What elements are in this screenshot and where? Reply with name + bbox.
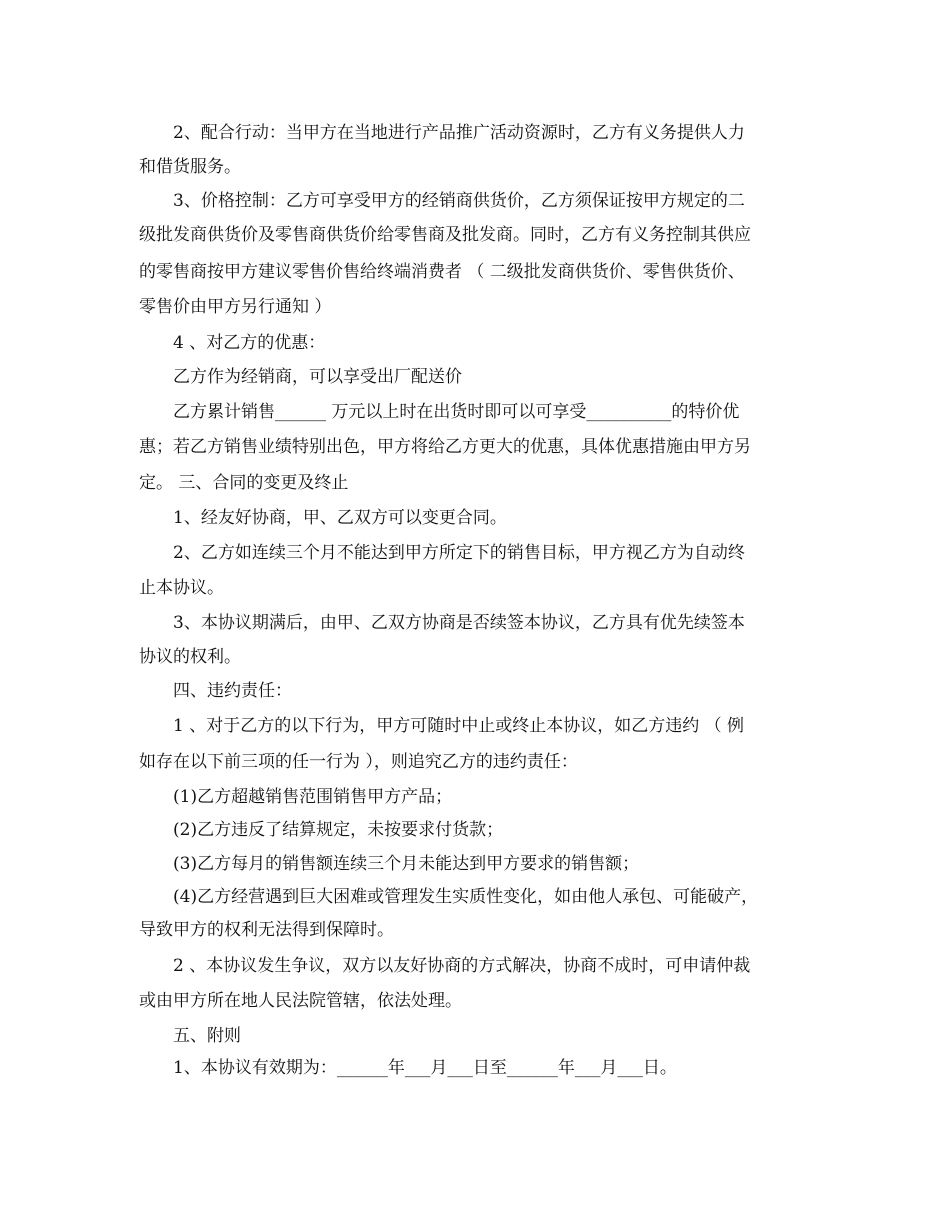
text-line: 的零售商按甲方建议零售价售给终端消费者 （ 二级批发商供货价、零售供货价、 <box>139 262 745 282</box>
text-line: 乙方累计销售______ 万元以上时在出货时即可以可享受__________的特价优 <box>173 402 740 422</box>
text-line: (3)乙方每月的销售额连续三个月未能达到甲方要求的销售额； <box>173 854 640 874</box>
text-line: 和借货服务。 <box>139 157 241 177</box>
text-line: 惠；若乙方销售业绩特别出色，甲方将给乙方更大的优惠，具体优惠措施由甲方另 <box>139 437 751 457</box>
text-line: 级批发商供货价及零售商供货价给零售商及批发商。同时，乙方有义务控制其供应 <box>139 225 751 245</box>
text-line: 2、配合行动：当甲方在当地进行产品推广活动资源时，乙方有义务提供人力 <box>173 123 745 143</box>
text-line: (1)乙方超越销售范围销售甲方产品； <box>173 787 453 807</box>
text-line: (4)乙方经营遇到巨大困难或管理发生实质性变化，如由他人承包、可能破产， <box>173 887 759 907</box>
text-line: 四、违约责任： <box>173 681 292 701</box>
text-line: 3、价格控制：乙方可享受甲方的经销商供货价，乙方须保证按甲方规定的二 <box>173 191 745 211</box>
text-line: (2)乙方违反了结算规定，未按要求付货款； <box>173 820 504 840</box>
text-line: 零售价由甲方另行通知 ） <box>139 297 332 317</box>
text-line: 导致甲方的权利无法得到保障时。 <box>139 920 394 940</box>
text-line: 五、附则 <box>173 1026 241 1046</box>
text-line: 2、乙方如连续三个月不能达到甲方所定下的销售目标，甲方视乙方为自动终 <box>173 543 745 563</box>
text-line: 如存在以下前三项的任一行为 ），则追究乙方的违约责任： <box>139 752 578 772</box>
text-line: 定。 三、合同的变更及终止 <box>139 473 349 493</box>
text-line: 协议的权利。 <box>139 647 241 667</box>
text-line: 2 、本协议发生争议，双方以友好协商的方式解决，协商不成时，可申请仲裁 <box>173 956 751 976</box>
text-line: 或由甲方所在地人民法院管辖，依法处理。 <box>139 991 462 1011</box>
text-line: 止本协议。 <box>139 578 224 598</box>
text-line: 乙方作为经销商，可以享受出厂配送价 <box>173 367 462 387</box>
text-line: 1 、对于乙方的以下行为，甲方可随时中止或终止本协议，如乙方违约 （ 例 <box>173 716 745 736</box>
text-line: 3、本协议期满后，由甲、乙双方协商是否续签本协议，乙方具有优先续签本 <box>173 613 745 633</box>
text-line: 4 、对乙方的优惠： <box>173 333 326 353</box>
text-line: 1、经友好协商，甲、乙双方可以变更合同。 <box>173 508 507 528</box>
text-line: 1、本协议有效期为：______年___月___日至______年___月___日。 <box>173 1058 677 1078</box>
